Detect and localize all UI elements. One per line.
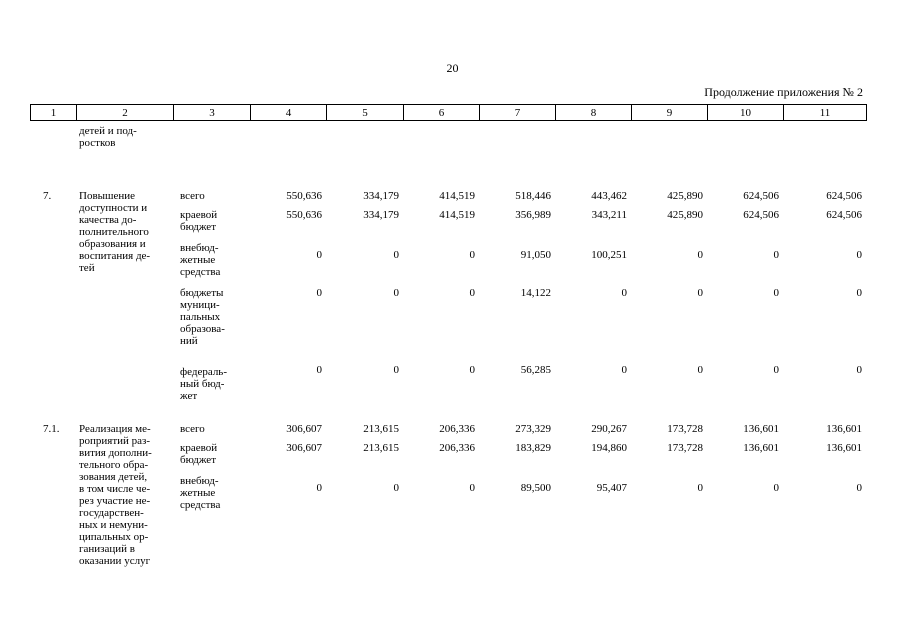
value-cell: 624,506 (826, 209, 862, 221)
header-cell-7: 7 (479, 104, 556, 121)
value-cell: 550,636 (286, 209, 322, 221)
funding-source-label: внебюд- жетные средства (180, 475, 221, 511)
value-cell: 91,050 (520, 249, 551, 261)
value-cell: 194,860 (591, 442, 627, 454)
funding-source-label: краевой бюджет (180, 209, 218, 233)
header-cell-8: 8 (555, 104, 632, 121)
value-cell: 550,636 (286, 190, 322, 202)
funding-source-label: федераль- ный бюд- жет (180, 366, 227, 402)
value-cell: 0 (856, 482, 862, 494)
value-cell: 0 (393, 249, 399, 261)
value-cell: 356,989 (515, 209, 551, 221)
funding-source-label: краевой бюджет (180, 442, 218, 466)
value-cell: 334,179 (363, 190, 399, 202)
header-cell-3: 3 (173, 104, 251, 121)
header-cell-2: 2 (76, 104, 174, 121)
value-cell: 0 (621, 287, 627, 299)
header-cell-5: 5 (326, 104, 404, 121)
value-cell: 0 (856, 249, 862, 261)
value-cell: 443,462 (591, 190, 627, 202)
value-cell: 0 (316, 287, 322, 299)
header-cell-6: 6 (403, 104, 480, 121)
value-cell: 306,607 (286, 423, 322, 435)
value-cell: 414,519 (439, 190, 475, 202)
value-cell: 334,179 (363, 209, 399, 221)
value-cell: 136,601 (826, 442, 862, 454)
value-cell: 213,615 (363, 442, 399, 454)
header-cell-10: 10 (707, 104, 784, 121)
value-cell: 56,285 (520, 364, 551, 376)
table-header-row (30, 104, 866, 122)
value-cell: 0 (393, 287, 399, 299)
value-cell: 624,506 (743, 190, 779, 202)
funding-source-label: всего (180, 190, 205, 202)
row-name: Повышение доступности и качества до- полнительного образования и воспитания де- тей (79, 190, 151, 274)
funding-source-label: всего (180, 423, 205, 435)
value-cell: 0 (697, 364, 703, 376)
value-cell: 0 (469, 364, 475, 376)
value-cell: 290,267 (591, 423, 627, 435)
value-cell: 0 (773, 364, 779, 376)
value-cell: 518,446 (515, 190, 551, 202)
value-cell: 136,601 (743, 442, 779, 454)
row-number: 7.1. (43, 423, 60, 435)
value-cell: 425,890 (667, 190, 703, 202)
value-cell: 136,601 (826, 423, 862, 435)
value-cell: 0 (316, 364, 322, 376)
value-cell: 206,336 (439, 423, 475, 435)
value-cell: 136,601 (743, 423, 779, 435)
header-cell-11: 11 (783, 104, 867, 121)
value-cell: 173,728 (667, 423, 703, 435)
value-cell: 343,211 (591, 209, 627, 221)
row-number: 7. (43, 190, 52, 202)
value-cell: 206,336 (439, 442, 475, 454)
value-cell: 0 (469, 249, 475, 261)
row-name: Реализация ме- роприятий раз- вития дополни- тельного обра- зования детей, в том числе че- рез участие не- государствен- ных и немуни- ципальных ор- ганизаций в оказании услуг (79, 423, 152, 567)
continued-row-text: детей и под- ростков (79, 125, 137, 149)
value-cell: 0 (316, 482, 322, 494)
value-cell: 624,506 (826, 190, 862, 202)
value-cell: 89,500 (520, 482, 551, 494)
value-cell: 0 (393, 482, 399, 494)
page-number: 20 (446, 61, 459, 75)
value-cell: 0 (316, 249, 322, 261)
funding-source-label: бюджеты муници- пальных образова- ний (180, 287, 225, 347)
value-cell: 0 (697, 287, 703, 299)
value-cell: 0 (773, 287, 779, 299)
value-cell: 0 (469, 482, 475, 494)
value-cell: 0 (393, 364, 399, 376)
continuation-label: Продолжение приложения № 2 (704, 85, 863, 99)
funding-source-label: внебюд- жетные средства (180, 242, 221, 278)
value-cell: 213,615 (363, 423, 399, 435)
value-cell: 0 (856, 287, 862, 299)
value-cell: 306,607 (286, 442, 322, 454)
header-cell-9: 9 (631, 104, 708, 121)
value-cell: 0 (773, 482, 779, 494)
value-cell: 0 (469, 287, 475, 299)
value-cell: 273,329 (515, 423, 551, 435)
header-cell-1: 1 (30, 104, 77, 121)
value-cell: 0 (773, 249, 779, 261)
value-cell: 0 (621, 364, 627, 376)
value-cell: 14,122 (520, 287, 551, 299)
header-cell-4: 4 (250, 104, 327, 121)
value-cell: 414,519 (439, 209, 475, 221)
value-cell: 100,251 (591, 249, 627, 261)
value-cell: 425,890 (667, 209, 703, 221)
value-cell: 173,728 (667, 442, 703, 454)
value-cell: 0 (856, 364, 862, 376)
value-cell: 183,829 (515, 442, 551, 454)
value-cell: 0 (697, 482, 703, 494)
value-cell: 624,506 (743, 209, 779, 221)
value-cell: 0 (697, 249, 703, 261)
value-cell: 95,407 (596, 482, 627, 494)
